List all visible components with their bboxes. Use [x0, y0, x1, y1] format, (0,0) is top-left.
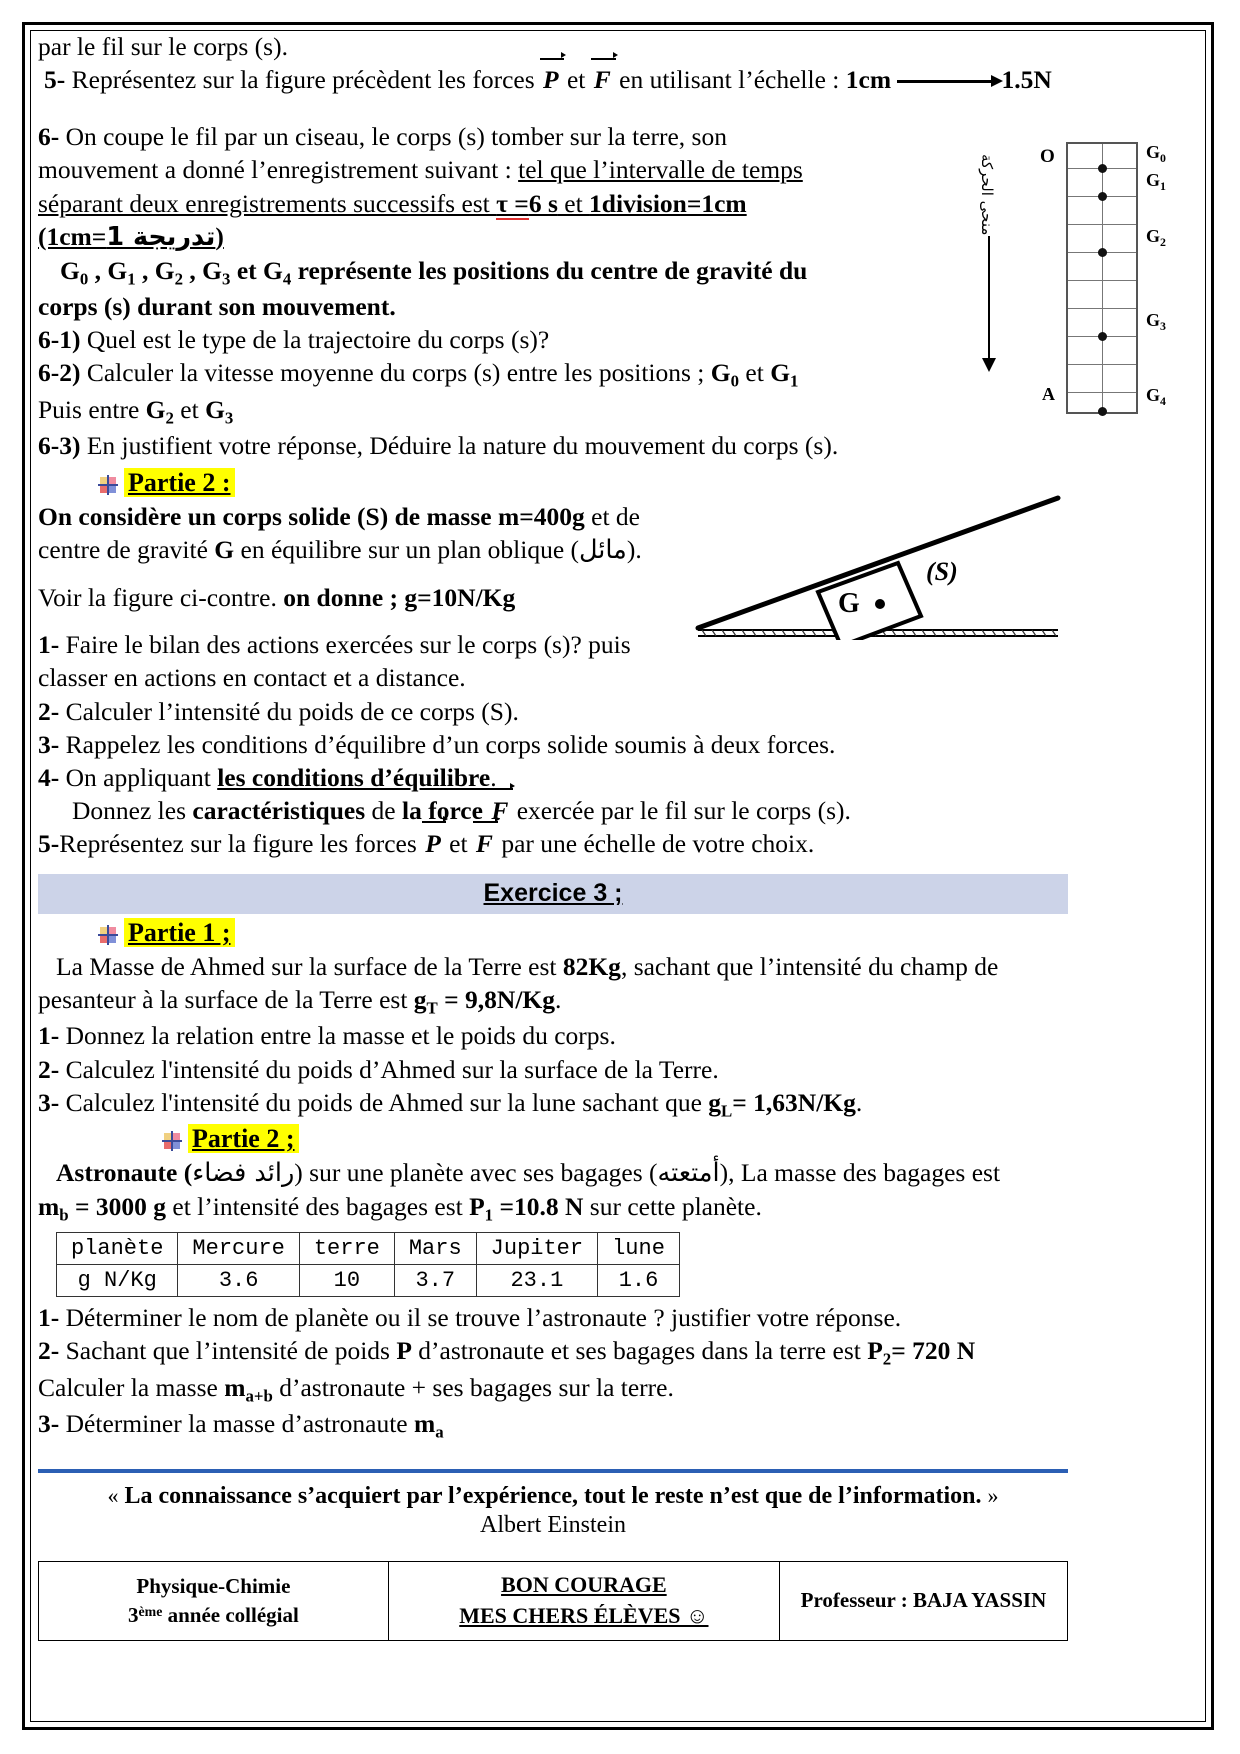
ex3-p1-line1 [38, 950, 1068, 983]
ex3-p2-line2 [38, 1190, 1068, 1226]
grid-row-line [1068, 224, 1136, 225]
footer-subject-cell [39, 1562, 389, 1641]
p2-q3-number: 3- [38, 729, 60, 759]
ex3-p2-l1a: Astronaute ( [56, 1157, 193, 1187]
footer-bar [38, 1561, 1068, 1641]
ex3-p1-gl-value: = 1,63N/Kg [732, 1087, 856, 1117]
table-cell-mercure: Mercure [178, 1233, 299, 1265]
recording-grid [1066, 142, 1138, 414]
label-g1: $G_1$ [1146, 170, 1166, 193]
table-header-g: g N/Kg [57, 1265, 178, 1297]
ex3-p1-q1-number: 1- [38, 1021, 60, 1051]
ex3-p1-l1a: La Masse de Ahmed sur la surface de la Terre est [56, 952, 563, 982]
q6-line3a: séparant deux enregistrements successifs est [38, 188, 497, 218]
footer-encourage-cell [388, 1562, 779, 1641]
ex3-p2-q1-text: Déterminer le nom de planète ou il se trouve l’astronaute ? justifier votre réponse. [59, 1303, 902, 1333]
q6-line4-arabic: تدريجة 1 [106, 221, 216, 252]
partie2-question-3 [38, 728, 1068, 761]
table-value-lune: 1.6 [598, 1265, 680, 1297]
ex2-question-62: 6-2) Calculer la vitesse moyenne du corps (s) entre les positions ; $G_0$ et $G_1$ [38, 358, 799, 391]
inclined-plane-svg [690, 440, 1070, 640]
vector-p: P [543, 65, 559, 95]
figure-inclined-plane [690, 440, 1070, 640]
figure-motion-recording [978, 128, 1170, 428]
ex3-p2-mb-value: = 3000 g [68, 1191, 167, 1221]
ex3-p1-q2-text: Calculez l'intensité du poids d’Ahmed sur la surface de la Terre. [59, 1054, 719, 1084]
figure-direction-label-arabic: منحى الحركة [978, 154, 996, 236]
footer-subject: Physique-Chimie [136, 1574, 291, 1599]
table-cell-terre: terre [299, 1233, 394, 1265]
partie2-given-g: on donne ; g=10N/Kg [283, 583, 516, 613]
vector-p-2: P [425, 829, 441, 859]
table-cell-lune: lune [598, 1233, 680, 1265]
label-g-incline: G [838, 588, 860, 619]
q6-division: 1division=1cm [589, 188, 747, 218]
q63-text: En justifient votre réponse, Déduire la nature du mouvement du corps (s). [80, 430, 839, 460]
q6-line4-tail: ) [215, 221, 224, 251]
ex3-p1-q2-number: 2- [38, 1054, 60, 1084]
ex3-p1-question3 [38, 1086, 1068, 1122]
partie2-question-2 [38, 695, 1068, 728]
p2-q2-text: Calculer l’intensité du poids de ce corps (S). [59, 696, 519, 726]
q5-number: 5- [44, 65, 66, 95]
footer-level: 3ème année collégial [128, 1602, 299, 1627]
grid-row-line [1068, 364, 1136, 365]
position-point-g3 [1098, 332, 1107, 341]
ex3-p1-gt-value: = 9,8N/Kg [437, 985, 556, 1015]
ex3-p2-arabic-astronaut: رائد فضاء [192, 1157, 295, 1188]
partie2-arabic-oblique: مائل [579, 534, 627, 565]
ex3-p2-mab-sub: a+b [245, 1385, 273, 1405]
ex3-p2-line1 [38, 1156, 1068, 1190]
p2-q1-line1: Faire le bilan des actions exercées sur le corps (s)? puis [59, 630, 631, 660]
ex3-p2-q2-p2-value: = 720 N [891, 1336, 976, 1366]
p2-q4-l2a: Donnez les [72, 795, 193, 825]
footer-professor-cell [779, 1562, 1067, 1641]
q62-number: 6-2) [38, 358, 81, 388]
grid-row-line [1068, 280, 1136, 281]
table-value-terre: 10 [299, 1265, 394, 1297]
ex3-partie2-heading-row [38, 1122, 1068, 1156]
ex3-p1-question1 [38, 1019, 1068, 1052]
ex3-p2-q1-number: 1- [38, 1303, 60, 1333]
ex3-p2-p1-value: =10.8 N [493, 1191, 584, 1221]
q5-text-b: en utilisant l’échelle : [612, 65, 846, 95]
q6-tau-value: 6 s [528, 188, 558, 218]
ex3-p2-l1c: ), La masse des bagages est [719, 1157, 1001, 1187]
label-g2: $G_2$ [1146, 226, 1166, 249]
q6-line2a: mouvement a donné l’enregistrement suivant : [38, 155, 519, 185]
q61-text: Quel est le type de la trajectoire du corps (s)? [80, 325, 550, 355]
q6-line2b: tel que l’intervalle de temps [518, 155, 803, 185]
p2-q4-l2c: de [365, 795, 402, 825]
p2-q4-number: 4- [38, 762, 60, 792]
position-point-g1 [1098, 192, 1107, 201]
partie2-question-1-line2 [38, 661, 1068, 694]
quote-text: La connaissance s’acquiert par l’expérience, tout le reste n’est que de l’information. [124, 1483, 982, 1510]
q6-number: 6- [38, 122, 60, 152]
vector-f: F [593, 65, 611, 95]
ex2-g-positions-line2 [38, 290, 1068, 323]
footer-row [39, 1562, 1068, 1641]
position-point-g2 [1098, 248, 1107, 257]
ex3-p2-mb-sub: b [59, 1205, 69, 1225]
grid-center-line [1102, 144, 1103, 412]
planet-gravity-table [56, 1232, 680, 1297]
ex3-p1-l2b: . [555, 985, 562, 1015]
partie2-line1a: On considère un corps solide (S) de masse [38, 501, 498, 531]
ex3-p1-mass: 82Kg [562, 952, 621, 982]
p2-q4-caracteristiques: caractéristiques [192, 795, 366, 825]
ex3-p1-q1-text: Donnez la relation entre la masse et le poids du corps. [59, 1021, 616, 1051]
partie2-question-4 [38, 761, 1068, 794]
ex3-p1-gl-sub: L [721, 1101, 733, 1121]
ex3-p2-q2-number: 2- [38, 1336, 60, 1366]
position-point-g4 [1098, 407, 1107, 416]
figure-bottom-label: A [1042, 384, 1055, 404]
p2-q1-number: 1- [38, 630, 60, 660]
ex3-p2-ma-sub: a [435, 1422, 444, 1442]
bullet-marker-icon-3 [164, 1133, 180, 1149]
q6-line4-lead: (1cm= [38, 221, 107, 251]
ex3-p2-q3-text: Déterminer la masse d’astronaute [59, 1408, 414, 1438]
ex3-p2-l1b: ) sur une planète avec ses bagages ( [294, 1157, 658, 1187]
ex3-p2-q2-l2a: Calculer la masse [38, 1372, 225, 1402]
label-g0: $G_0$ [1146, 142, 1166, 165]
ex3-p2-q2-b: d’astronaute et ses bagages dans la terre est [411, 1336, 868, 1366]
ex2-question-5 [38, 63, 1068, 96]
grid-row-line [1068, 392, 1136, 393]
quote-close: » [987, 1483, 999, 1509]
p2-q4-l2e: exercée par le fil sur le corps (s). [510, 795, 851, 825]
p2-q4-conditions: les conditions d’équilibre [217, 762, 491, 792]
table-value-mercure: 3.6 [178, 1265, 299, 1297]
ex3-partie1-heading: Partie 1 ; [124, 918, 235, 947]
partie2-line2c: ). [626, 534, 642, 564]
ex2-question-6-line2 [38, 153, 1068, 186]
ex3-p2-q2-p2-sub: 2 [882, 1349, 892, 1369]
ex3-p2-mb: m [38, 1191, 60, 1221]
p2-q2-number: 2- [38, 696, 60, 726]
document-content [38, 30, 1068, 1641]
ex3-p1-gt-sub: T [426, 998, 438, 1018]
partie2-g-label: G [214, 534, 235, 564]
p2-q5-text-a: Représentez sur la figure les forces [59, 829, 424, 859]
vector-f-3: F [475, 829, 493, 859]
g-positions-text: représente les positions du centre de gravité du [291, 255, 808, 285]
q6-line3b: et [557, 188, 590, 218]
ex3-partie2-heading: Partie 2 ; [188, 1124, 299, 1153]
p2-q5-et: et [442, 829, 474, 859]
q6-tau-equals: τ = [496, 188, 529, 218]
p2-q1-line2: classer en actions en contact et a distance. [38, 663, 466, 693]
ex2-question-6-line3 [38, 187, 1068, 220]
exercice3-band [38, 874, 1068, 914]
bullet-marker-icon-2 [100, 927, 116, 943]
ex3-p2-question1 [38, 1301, 1068, 1334]
ex3-p2-ma: m [413, 1408, 436, 1438]
ex3-partie1-heading-row [38, 916, 1068, 950]
ex2-question-6-line4 [38, 220, 1068, 254]
table-cell-jupiter: Jupiter [476, 1233, 597, 1265]
ex3-p1-q3-tail: . [855, 1087, 863, 1117]
ex2-line-top: par le fil sur le corps (s). [38, 32, 288, 61]
q62-text: Calculer la vitesse moyenne du corps (s) entre les positions ; [80, 358, 711, 388]
footer-professor: Professeur : BAJA YASSIN [800, 1588, 1047, 1613]
ex2-g-positions-line: $G_0$ , $G_1$ , $G_2$ , $G_3$ et $G_4$ représente les positions du centre de gravité du [60, 255, 808, 289]
ex3-p1-q3-number: 3- [38, 1087, 60, 1117]
p2-q4-laforce: la force [402, 795, 490, 825]
q6-line1: On coupe le fil par un ciseau, le corps (s) tomber sur la terre, son [65, 122, 727, 152]
ex3-p2-question2 [38, 1334, 1068, 1370]
p2-q5-number: 5- [38, 829, 60, 859]
partie2-line2b: en équilibre sur un plan oblique ( [234, 534, 579, 564]
footer-encourage-1: BON COURAGE [501, 1572, 667, 1598]
ex2-question-62-line2: Puis entre $G_2$ et $G_3$ [38, 394, 234, 427]
label-g3: $G_3$ [1146, 310, 1166, 333]
vector-f-2: F [491, 795, 509, 825]
ex3-p2-q2-p: P [396, 1336, 412, 1366]
ex3-p1-q3-text: Calculez l'intensité du poids de Ahmed sur la lune sachant que [59, 1087, 709, 1117]
position-point-g0 [1098, 164, 1107, 173]
ex3-p1-gl: g [708, 1087, 722, 1117]
blue-divider [38, 1469, 1068, 1473]
quote-author [38, 1512, 1068, 1539]
ex3-p2-question3 [38, 1407, 1068, 1443]
ex3-p2-q2-l2b: d’astronaute + ses bagages sur la terre. [272, 1372, 674, 1402]
p2-q3-text: Rappelez les conditions d’équilibre d’un corps solide soumis à deux forces. [59, 729, 836, 759]
table-value-jupiter: 23.1 [476, 1265, 597, 1297]
exercice3-title: Exercice 3 ; [483, 879, 623, 908]
p2-q4-text-a: On appliquant [59, 762, 218, 792]
scale-arrow-icon [897, 76, 1001, 86]
partie2-mass: m=400g [497, 501, 585, 531]
p2-q5-text-b: par une échelle de votre choix. [494, 829, 815, 859]
figure-origin-label: O [1040, 146, 1055, 167]
direction-arrow-icon [988, 236, 990, 360]
ex3-p1-line2 [38, 983, 1068, 1019]
quote-open: « [107, 1483, 119, 1509]
ex3-p2-l2b: sur cette planète. [583, 1191, 762, 1221]
grid-row-line [1068, 308, 1136, 309]
label-s-body: (S) [926, 557, 958, 586]
partie2-question-5 [38, 827, 1068, 860]
ex3-p2-q3-number: 3- [38, 1408, 60, 1438]
partie2-line3a: Voir la figure ci-contre. [38, 583, 284, 613]
ex3-p1-l2a: pesanteur à la surface de la Terre est [38, 985, 414, 1015]
g-positions-text2: corps (s) durant son mouvement. [38, 292, 396, 322]
ex2-question-61 [38, 323, 1068, 356]
einstein-quote [38, 1483, 1068, 1510]
table-row-planet [57, 1233, 680, 1265]
ex3-p2-q2-a: Sachant que l’intensité de poids [59, 1336, 397, 1366]
quote-author-name: Albert Einstein [480, 1512, 626, 1539]
partie2-question-4-line2 [38, 794, 1068, 827]
ex3-p2-arabic-baggage: أمتعته [657, 1157, 720, 1188]
table-row-gravity [57, 1265, 680, 1297]
ex3-p2-q2-p2: P [867, 1336, 883, 1366]
ex3-p1-question2 [38, 1053, 1068, 1086]
ex3-p2-l2a: et l’intensité des bagages est [166, 1191, 470, 1221]
label-g4: $G_4$ [1146, 385, 1166, 408]
center-of-gravity-dot [875, 599, 885, 609]
ex3-p2-p1: P [469, 1191, 485, 1221]
table-header-planete: planète [57, 1233, 178, 1265]
q5-text-a: Représentez sur la figure précèdent les forces [71, 65, 542, 95]
q5-scale-left: 1cm [845, 65, 892, 95]
ex3-p2-question2-line2 [38, 1371, 1068, 1407]
partie2-line2a: centre de gravité [38, 534, 215, 564]
q61-number: 6-1) [38, 325, 81, 355]
ex3-p1-l1b: , sachant que l’intensité du champ de [620, 952, 999, 982]
ex3-p2-p1-sub: 1 [484, 1205, 494, 1225]
q5-et: et [560, 65, 592, 95]
table-value-mars: 3.7 [394, 1265, 476, 1297]
q5-scale-right: 1.5N [1001, 65, 1052, 95]
bullet-marker-icon [100, 477, 116, 493]
ex3-p1-gt: g [413, 985, 427, 1015]
table-cell-mars: Mars [394, 1233, 476, 1265]
p2-q4-text-c: . [490, 762, 497, 792]
q62-text2: Puis entre [38, 394, 146, 424]
ex2-question-6-line1 [38, 120, 1068, 153]
ex3-p2-mab: m [224, 1372, 246, 1402]
footer-encourage-2: MES CHERS ÉLÈVES ☺ [459, 1602, 709, 1628]
partie2-heading: Partie 2 : [124, 468, 235, 497]
partie2-line1b: et de [584, 501, 640, 531]
q63-number: 6-3) [38, 430, 81, 460]
